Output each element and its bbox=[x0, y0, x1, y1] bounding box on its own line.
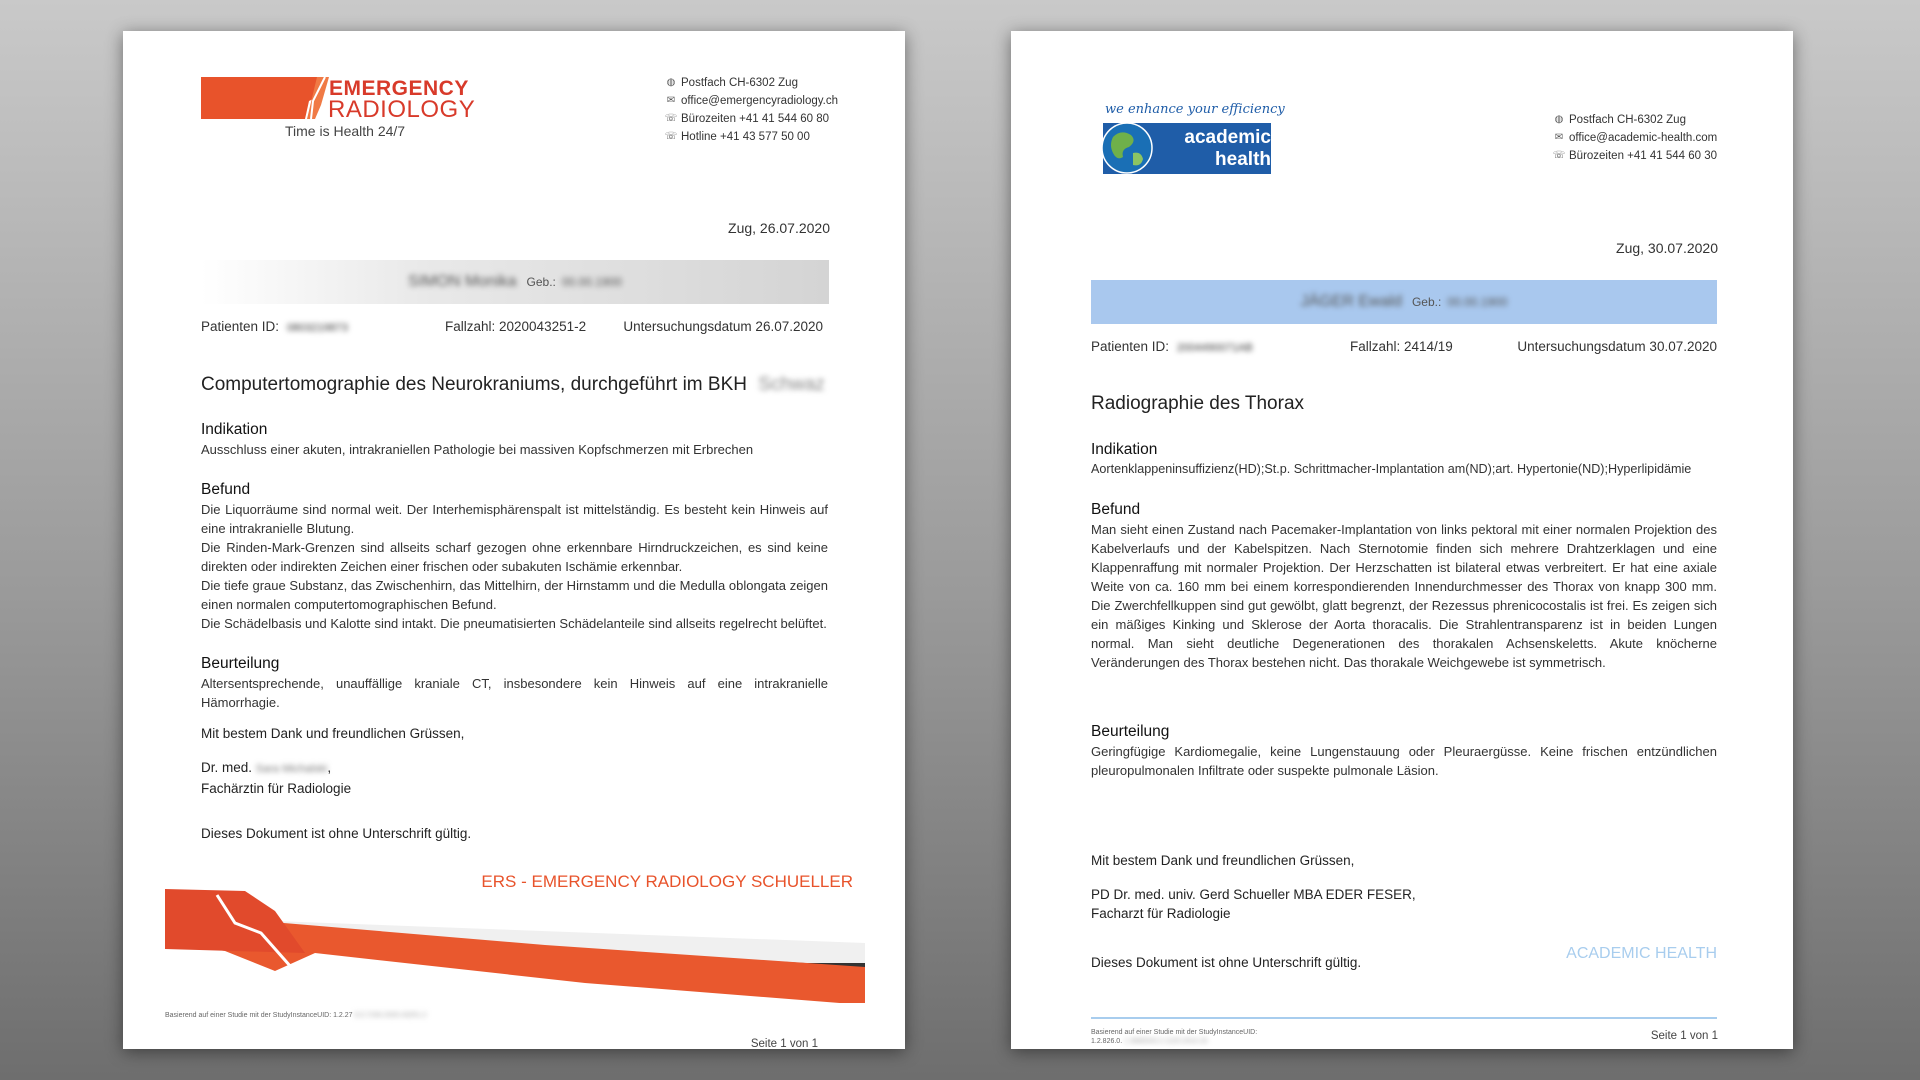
contact-row bbox=[1552, 111, 1717, 129]
report-date: Zug, 26.07.2020 bbox=[728, 220, 830, 236]
contact-address: Postfach CH-6302 Zug bbox=[681, 77, 798, 89]
doctor-name: PD Dr. med. univ. Gerd Schueller MBA EDER FESER, bbox=[1091, 887, 1416, 902]
footnote-uid bbox=[1091, 1037, 1257, 1046]
birthdate-value: 00.00.1900 bbox=[1447, 295, 1508, 309]
mail-icon: ✉ bbox=[666, 95, 676, 106]
validity-note: Dieses Dokument ist ohne Unterschrift gültig. bbox=[1091, 955, 1362, 970]
indikation-text: Aortenklappeninsuffizienz(HD);St.p. Schrittmacher-Implantation am(ND);art. Hypertonie(ND);Hyperlipidämie bbox=[1091, 462, 1692, 476]
mail-icon: ✉ bbox=[1554, 132, 1564, 143]
birthdate-label: Geb.: bbox=[526, 275, 556, 289]
report-title-redacted: Schwaz bbox=[758, 374, 825, 395]
phone-icon: ☏ bbox=[664, 131, 678, 142]
ers-report-page bbox=[123, 31, 905, 1049]
contact-row bbox=[1552, 129, 1717, 147]
greeting: Mit bestem Dank und freundlichen Grüssen, bbox=[201, 726, 465, 741]
contact-email: office@academic-health.com bbox=[1569, 132, 1718, 144]
birthdate-value: 00.00.1900 bbox=[561, 275, 622, 289]
study-uid-footnote bbox=[1091, 1028, 1257, 1046]
page-number: Seite 1 von 1 bbox=[750, 1038, 818, 1050]
brand-footer: ERS - EMERGENCY RADIOLOGY SCHUELLER bbox=[481, 872, 853, 891]
section-heading: Indikation bbox=[201, 421, 268, 438]
patient-name: JÄGER Ewald bbox=[1300, 293, 1402, 310]
section-heading: Beurteilung bbox=[201, 655, 280, 672]
doctor-title: Fachärztin für Radiologie bbox=[201, 781, 352, 796]
ers-logo-tagline: Time is Health 24/7 bbox=[285, 123, 406, 139]
beurteilung-text: Geringfügige Kardiomegalie, keine Lungenstauung oder Pleuraergüsse. Keine frischen entzündlichen pleuropulmonalen Infiltrate oder suspekte pulmonale Läsion. bbox=[1091, 744, 1717, 778]
ers-logo bbox=[201, 75, 501, 145]
academic-health-report-page bbox=[1011, 31, 1793, 1049]
doctor-suffix: , bbox=[327, 760, 332, 775]
patient-id bbox=[201, 319, 348, 334]
phone-icon: ☏ bbox=[664, 113, 678, 124]
section-beurteilung bbox=[1091, 722, 1717, 780]
footnote-redacted: 1.3680043.2.1125.2414.19 bbox=[1124, 1038, 1208, 1045]
case-number: Fallzahl: 2020043251-2 bbox=[445, 319, 587, 334]
contact-row bbox=[1552, 147, 1717, 165]
patient-id bbox=[1091, 339, 1253, 354]
globe-icon: ◍ bbox=[1554, 114, 1564, 125]
signature-block bbox=[1091, 885, 1416, 923]
section-heading: Indikation bbox=[1091, 441, 1158, 458]
doctor-prefix: Dr. med. bbox=[201, 760, 253, 775]
footnote-prefix: 1.2.826.0. bbox=[1091, 1038, 1123, 1045]
section-heading: Befund bbox=[1091, 501, 1141, 518]
report-title-text: Computertomographie des Neurokraniums, durchgeführt im BKH bbox=[201, 374, 747, 395]
footer-divider bbox=[1091, 1017, 1717, 1019]
patient-name-bar bbox=[201, 260, 829, 304]
report-title bbox=[201, 374, 825, 396]
footnote-label: Basierend auf einer Studie mit der StudyInstanceUID: 1.2.27 bbox=[165, 1012, 353, 1019]
academic-health-logo-line1: academic bbox=[1184, 127, 1271, 148]
contact-row bbox=[664, 92, 838, 110]
contact-office-hours: Bürozeiten +41 41 544 60 80 bbox=[681, 113, 830, 125]
befund-line: Die Liquorräume sind normal weit. Der Interhemisphärenspalt ist mittelständig. Es besteht kein Hinweis auf eine intrakranielle Blutung. bbox=[201, 502, 828, 536]
section-indikation bbox=[1091, 440, 1717, 479]
exam-date: Untersuchungsdatum 26.07.2020 bbox=[623, 319, 823, 334]
patient-id-value: 0803219873 bbox=[286, 322, 348, 334]
globe-icon: ◍ bbox=[666, 77, 676, 88]
signature-block bbox=[201, 758, 351, 798]
beurteilung-text: Altersentsprechende, unauffällige kraniale CT, insbesondere kein Hinweis auf eine intrakranielle Hämorrhagie. bbox=[201, 676, 828, 710]
academic-health-contact-block bbox=[1552, 111, 1717, 165]
exam-date: Untersuchungsdatum 30.07.2020 bbox=[1517, 339, 1717, 354]
report-title: Radiographie des Thorax bbox=[1091, 393, 1305, 414]
validity-note: Dieses Dokument ist ohne Unterschrift gültig. bbox=[201, 826, 472, 841]
befund-text: Man sieht einen Zustand nach Pacemaker-Implantation von links pektoral mit einer normalen Projektion des Kabelverlaufs und der Kabelspitzen. Nach Sternotomie finden sich mehrere Drahtzerklagen und eine Klappenraffung mit normaler Projektion. Der Herzschatten ist bilateral etwas verbreitert. Er hat eine axiale Weite von ca. 160 mm bei einem korrespondierenden Innendurchmesser des Thorax von knapp 300 mm. Die Zwerchfellkuppen sind gut gewölbt, glatt begrenzt, der Rezessus phrenicocostalis ist frei. Es zeigen sich ein mäßiges Kinking und Sklerose der Aorta thoracalis. Die Strahlentransparenz ist in beiden Lungen normal. Man sieht deutliche Degenerationen des thorakalen Achsenskeletts. Akute knöcherne Veränderungen des Thorax bestehen nicht. Das thorakale Weichgewebe ist symmetrisch. bbox=[1091, 522, 1717, 670]
doctor-name-redacted: Sara Michalski bbox=[255, 763, 328, 775]
academic-health-logo bbox=[1089, 93, 1289, 197]
report-date: Zug, 30.07.2020 bbox=[1616, 240, 1718, 256]
footnote-redacted: 6.0.7230.2020.43251.2 bbox=[354, 1012, 427, 1019]
contact-hotline: Hotline +41 43 577 50 00 bbox=[681, 131, 810, 143]
section-befund bbox=[1091, 500, 1717, 672]
academic-health-slogan: we enhance your efficiency bbox=[1105, 102, 1285, 117]
section-beurteilung bbox=[201, 654, 828, 712]
contact-address: Postfach CH-6302 Zug bbox=[1569, 114, 1686, 126]
page-number: Seite 1 von 1 bbox=[1650, 1030, 1718, 1042]
case-number: Fallzahl: 2414/19 bbox=[1350, 339, 1453, 354]
befund-line: Die tiefe graue Substanz, das Zwischenhirn, das Mittelhirn, der Hirnstamm und die Medulla oblongata zeigen einen normalen computertomographischen Befund. bbox=[201, 578, 828, 612]
doctor-title: Facharzt für Radiologie bbox=[1091, 906, 1231, 921]
contact-row bbox=[664, 128, 838, 146]
contact-row bbox=[664, 74, 838, 92]
academic-health-logo-line2: health bbox=[1215, 149, 1271, 170]
patient-id-value: 2004490071AB bbox=[1176, 342, 1253, 354]
phone-icon: ☏ bbox=[1552, 150, 1566, 161]
doctor-name bbox=[201, 758, 351, 779]
ers-logo-line1: EMERGENCY bbox=[329, 77, 469, 100]
patient-name-bar bbox=[1091, 280, 1717, 324]
footnote-label: Basierend auf einer Studie mit der StudyInstanceUID: bbox=[1091, 1029, 1258, 1036]
brand-footer: ACADEMIC HEALTH bbox=[1566, 945, 1717, 962]
befund-line: Die Schädelbasis und Kalotte sind intakt. Die pneumatisierten Schädelanteile sind allseits regelrecht belüftet. bbox=[201, 616, 827, 631]
contact-email: office@emergencyradiology.ch bbox=[681, 95, 838, 107]
patient-id-label: Patienten ID: bbox=[1091, 339, 1170, 354]
befund-line: Die Rinden-Mark-Grenzen sind allseits scharf gezogen ohne erkennbare Hirndruckzeichen, es sind keine direkten oder indirekten Zeichen einer frischen oder subakuten Ischämie erkennbar. bbox=[201, 540, 828, 574]
section-befund bbox=[201, 480, 828, 633]
study-uid-footnote bbox=[165, 1011, 427, 1020]
indikation-text: Ausschluss einer akuten, intrakraniellen Pathologie bei massiven Kopfschmerzen mit Erbrechen bbox=[201, 442, 754, 457]
contact-office-hours: Bürozeiten +41 41 544 60 30 bbox=[1569, 150, 1718, 162]
greeting: Mit bestem Dank und freundlichen Grüssen, bbox=[1091, 853, 1355, 868]
section-indikation bbox=[201, 420, 828, 459]
ers-swoosh-graphic bbox=[165, 883, 865, 1003]
patient-name: SIMON Monika bbox=[408, 273, 517, 290]
contact-row bbox=[664, 110, 838, 128]
section-heading: Befund bbox=[201, 481, 251, 498]
patient-id-label: Patienten ID: bbox=[201, 319, 280, 334]
birthdate-label: Geb.: bbox=[1411, 295, 1442, 309]
ers-contact-block bbox=[664, 74, 838, 146]
section-heading: Beurteilung bbox=[1091, 723, 1170, 740]
ers-logo-line2: RADIOLOGY bbox=[328, 96, 476, 123]
